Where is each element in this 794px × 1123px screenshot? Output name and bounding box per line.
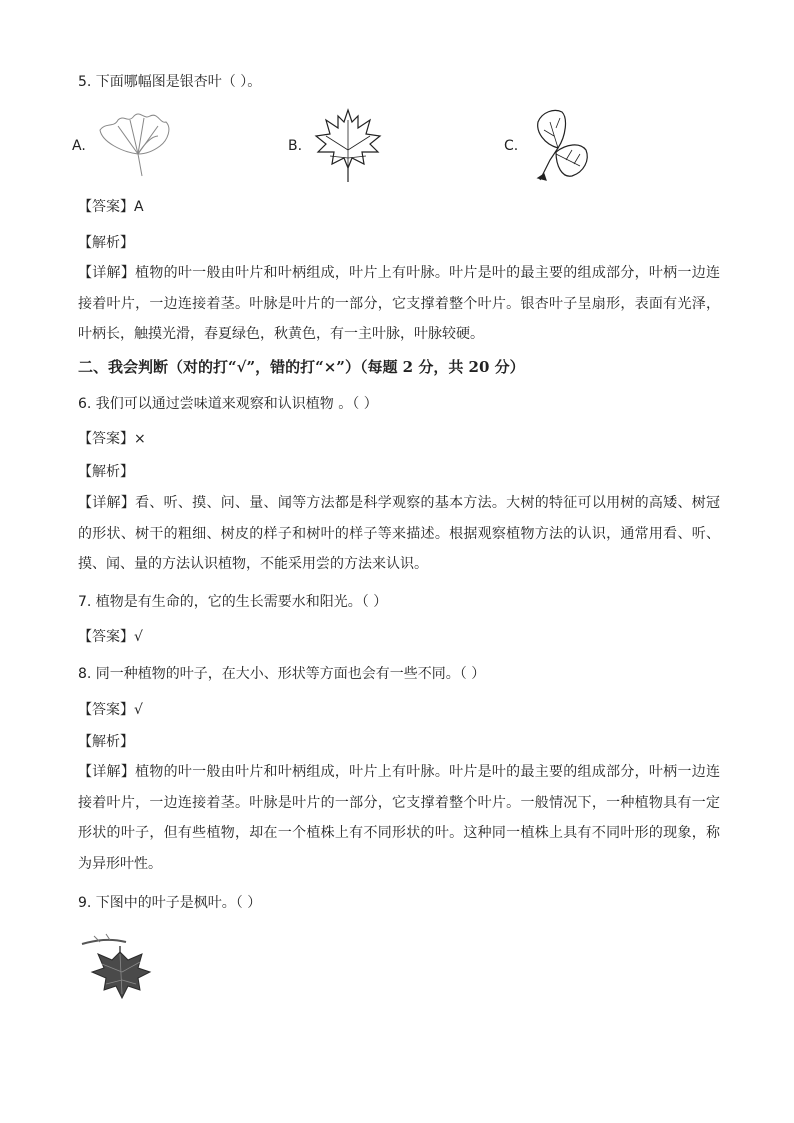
q6-analysis-label: 【解析】 [78,464,134,480]
q8-detail: 【详解】植物的叶一般由叶片和叶柄组成，叶片上有叶脉。叶片是叶的最主要的组成部分，叶柄一边连接着叶片，一边连接着茎。叶脉是叶片的一部分，它支撑着整个叶片。一般情况下，一种植物具有一定形状的叶子，但有些植物，却在一个植株上有不同形状的叶。这种同一植株上具有不同叶形的现象，称为异形叶性。 [78,764,720,872]
q5-detail: 【详解】植物的叶一般由叶片和叶柄组成，叶片上有叶脉。叶片是叶的最主要的组成部分，叶柄一边连接着叶片，一边连接着茎。叶脉是叶片的一部分，它支撑着整个叶片。银杏叶子呈扇形，表面有光泽，叶柄长，触摸光滑，春夏绿色，秋黄色，有一主叶脉，叶脉较硬。 [78,265,720,342]
section-2-title: 二、我会判断（对的打“√”，错的打“×”）（每题 2 分，共 20 分） [78,358,525,376]
maple-leaf-icon [312,106,384,184]
q9-stem: 9. 下图中的叶子是枫叶。（ ） [78,895,262,911]
q6-answer: 【答案】× [78,431,146,447]
poplar-leaf-icon [532,104,592,184]
q6-stem: 6. 我们可以通过尝味道来观察和认识植物 。（ ） [78,396,378,412]
option-c-label: C. [504,138,519,154]
q7-answer: 【答案】√ [78,629,143,645]
option-a-label: A. [72,138,86,154]
q5-analysis-label: 【解析】 [78,235,134,251]
ginkgo-leaf-icon [92,106,190,184]
q6-detail: 【详解】看、听、摸、问、量、闻等方法都是科学观察的基本方法。大树的特征可以用树的高矮、树冠的形状、树干的粗细、树皮的样子和树叶的样子等来描述。根据观察植物方法的认识，通常用看、听、摸、闻、量的方法认识植物，不能采用尝的方法来认识。 [78,495,720,572]
q8-answer: 【答案】√ [78,702,143,718]
q5-answer: 【答案】A [78,199,144,215]
q7-stem: 7. 植物是有生命的，它的生长需要水和阳光。（ ） [78,594,388,610]
q5-stem: 5. 下面哪幅图是银杏叶（ ）。 [78,74,262,90]
q8-analysis-label: 【解析】 [78,734,134,750]
q8-stem: 8. 同一种植物的叶子，在大小、形状等方面也会有一些不同。（ ） [78,666,486,682]
option-b-label: B. [288,138,303,154]
maple-leaf-photo-icon [80,932,156,1002]
